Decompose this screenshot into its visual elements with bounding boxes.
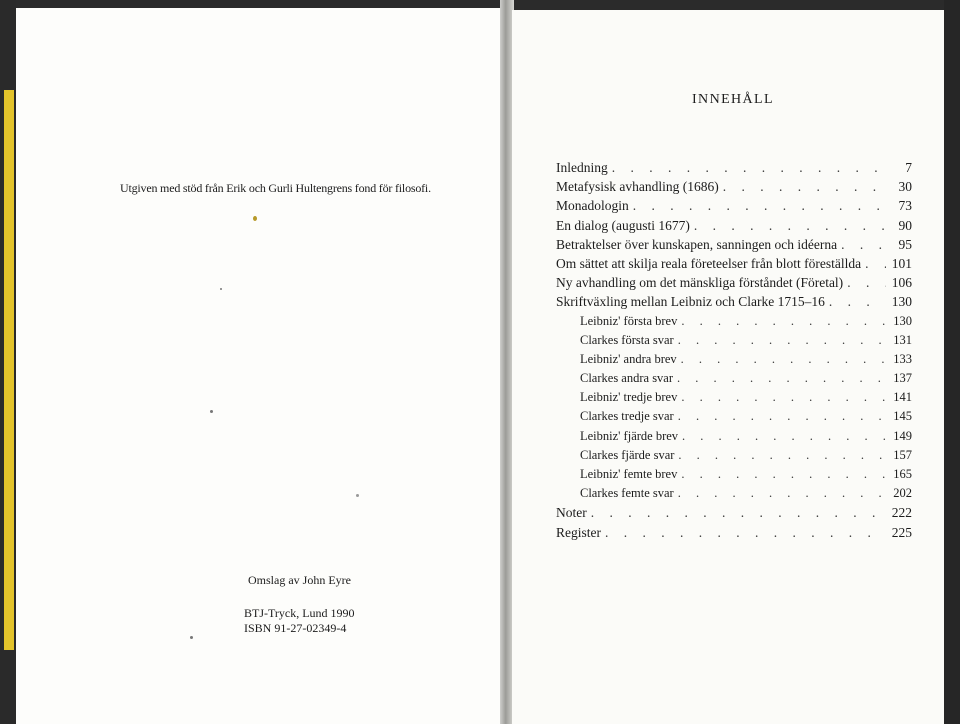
toc-entry: [556, 158, 912, 177]
toc-entry-page: 202: [893, 486, 912, 501]
toc-leader-dots: [633, 196, 886, 215]
toc-entry-label: Metafysisk avhandling (1686): [556, 179, 719, 195]
toc-leader-dots: [723, 177, 886, 196]
printer-line: BTJ-Tryck, Lund 1990: [244, 606, 355, 620]
toc-entry-label: Leibniz' första brev: [580, 313, 678, 328]
toc-entry: [556, 216, 912, 235]
speck: [220, 288, 222, 290]
isbn-line: ISBN 91-27-02349-4: [244, 621, 347, 635]
speck: [210, 410, 213, 413]
printer-info: [244, 606, 355, 636]
toc-leader-dots: [682, 427, 886, 446]
toc-entry-label: Clarkes första svar: [580, 332, 674, 347]
toc-entry-label: Clarkes tredje svar: [580, 409, 674, 424]
toc-entry: [556, 465, 912, 484]
toc-entry-page: 165: [893, 467, 912, 481]
toc-entry-label: Skriftväxling mellan Leibniz och Clarke 1715–16: [556, 294, 825, 310]
toc-leader-dots: [605, 523, 886, 542]
speck: [356, 494, 359, 497]
toc-entry: [556, 254, 912, 273]
cover-credit: Omslag av John Eyre: [248, 573, 351, 587]
toc-entry-label: Inledning: [556, 160, 608, 175]
toc-leader-dots: [678, 331, 886, 350]
toc-entry-page: 131: [893, 332, 912, 347]
toc-entry-label: Leibniz' fjärde brev: [580, 428, 679, 443]
toc-leader-dots: [678, 407, 886, 426]
toc-entry-label: Leibniz' andra brev: [580, 351, 677, 366]
toc-entry: [556, 235, 912, 254]
toc-entry-page: 157: [893, 447, 912, 462]
toc-entry-page: 133: [893, 351, 912, 366]
toc-leader-dots: [678, 446, 886, 465]
toc-leader-dots: [678, 484, 886, 503]
toc-entry: [556, 312, 912, 331]
toc-entry-label: Leibniz' tredje brev: [580, 390, 678, 405]
toc-leader-dots: [681, 312, 886, 331]
toc-entry: [556, 273, 912, 292]
toc-entry-label: Leibniz' femte brev: [580, 467, 678, 481]
toc-entry-label: Noter: [556, 505, 587, 521]
toc-entry-page: 7: [905, 160, 912, 175]
toc-entry-page: 30: [898, 179, 912, 195]
toc-entry: [556, 484, 912, 503]
toc-entry-label: En dialog (augusti 1677): [556, 217, 690, 233]
toc-entry-page: 101: [891, 255, 912, 271]
toc-leader-dots: [865, 254, 886, 273]
speck: [190, 636, 193, 639]
toc-entry-page: 95: [898, 236, 912, 252]
toc-entry: [556, 407, 912, 426]
toc-entry-label: Clarkes fjärde svar: [580, 447, 675, 462]
toc-entry: [556, 292, 912, 311]
toc-entry-page: 106: [891, 275, 912, 291]
toc-leader-dots: [847, 273, 886, 292]
toc-entry-page: 130: [891, 294, 912, 310]
toc-entry-page: 73: [898, 198, 912, 214]
toc-entry: [556, 388, 912, 407]
toc-entry: [556, 331, 912, 350]
toc-leader-dots: [612, 158, 886, 177]
toc-entry-page: 225: [891, 524, 912, 540]
toc-entry-page: 222: [891, 505, 912, 521]
toc-leader-dots: [694, 216, 886, 235]
toc-entry-page: 145: [893, 409, 912, 424]
table-of-contents: [556, 158, 912, 542]
toc-entry: [556, 446, 912, 465]
toc-leader-dots: [677, 369, 886, 388]
toc-leader-dots: [681, 465, 886, 484]
toc-entry: [556, 196, 912, 215]
toc-leader-dots: [681, 388, 886, 407]
toc-entry-page: 141: [893, 390, 912, 405]
toc-entry-label: Clarkes andra svar: [580, 371, 674, 386]
toc-entry-label: Om sättet att skilja reala företeelser från blott föreställda: [556, 255, 862, 271]
toc-entry-label: Clarkes femte svar: [580, 486, 674, 501]
toc-entry-page: 90: [898, 217, 912, 233]
toc-entry-page: 130: [893, 313, 912, 328]
toc-entry-label: Monadologin: [556, 198, 629, 214]
toc-entry: [556, 427, 912, 446]
toc-entry-page: 149: [893, 428, 912, 443]
toc-entry: [556, 177, 912, 196]
yellow-cover-strip: [4, 90, 14, 650]
toc-entry-label: Register: [556, 524, 601, 540]
funding-credit: Utgiven med stöd från Erik och Gurli Hultengrens fond för filosofi.: [120, 181, 431, 195]
book-cover-edge-left: [0, 0, 16, 724]
speck: [253, 216, 257, 221]
toc-entry-page: 137: [893, 371, 912, 386]
toc-leader-dots: [841, 235, 886, 254]
toc-leader-dots: [681, 350, 886, 369]
toc-entry-label: Betraktelser över kunskapen, sanningen och idéerna: [556, 236, 838, 252]
toc-entry: [556, 503, 912, 522]
toc-entry: [556, 369, 912, 388]
toc-title: INNEHÅLL: [692, 92, 774, 107]
toc-entry: [556, 523, 912, 542]
toc-entry-label: Ny avhandling om det mänskliga förståndet (Företal): [556, 275, 844, 291]
toc-leader-dots: [591, 503, 886, 522]
toc-leader-dots: [829, 292, 886, 311]
toc-entry: [556, 350, 912, 369]
scan-edge-right: [944, 0, 960, 724]
